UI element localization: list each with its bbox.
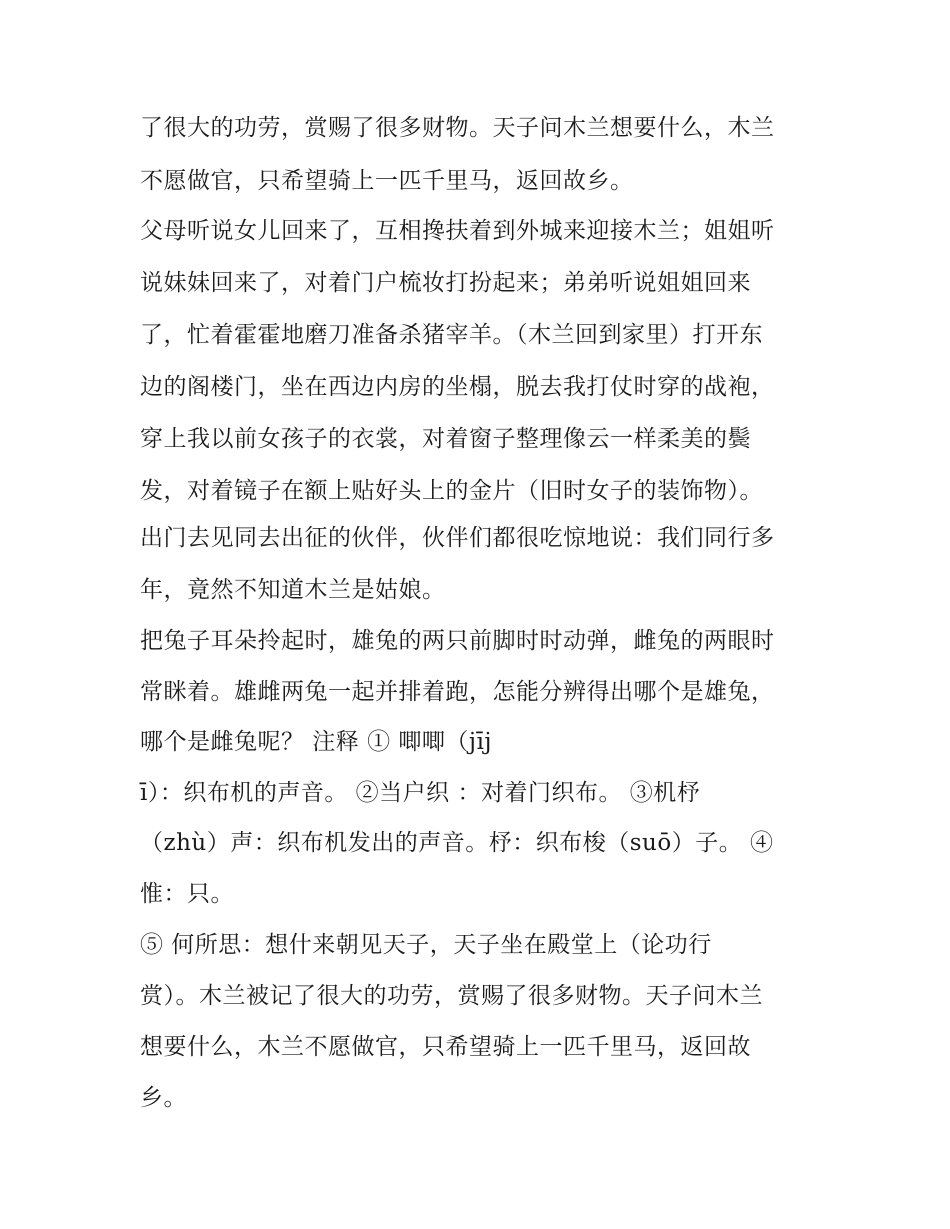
text-line: （zhù）声：织布机发出的声音。杼：织布梭（suō）子。 ④: [140, 830, 774, 856]
text-line: 穿上我以前女孩子的衣裳，对着窗子整理像云一样柔美的鬓: [140, 426, 751, 452]
text-line: 了，忙着霍霍地磨刀准备杀猪宰羊。（木兰回到家里）打开东: [140, 322, 763, 348]
text-line: 把兔子耳朵拎起时，雄兔的两只前脚时时动弹，雌兔的两眼时: [140, 628, 775, 654]
text-line: 想要什么，木兰不愿做官，只希望骑上一匹千里马，返回故: [140, 1034, 751, 1060]
text-line: 不愿做官，只希望骑上一匹千里马，返回故乡。: [140, 168, 634, 194]
text-line: 惟：只。: [140, 881, 234, 907]
text-line: 哪个是雌兔呢？ 注释 ① 唧唧（jīj: [140, 729, 493, 755]
text-line: 边的阁楼门，坐在西边内房的坐榻，脱去我打仗时穿的战袍，: [140, 374, 775, 400]
text-line: 乡。: [140, 1085, 187, 1111]
text-line: 父母听说女儿回来了，互相搀扶着到外城来迎接木兰；姐姐听: [140, 218, 775, 244]
text-line: 说妹妹回来了，对着门户梳妆打扮起来；弟弟听说姐姐回来: [140, 270, 751, 296]
text-line: 了很大的功劳，赏赐了很多财物。天子问木兰想要什么，木兰: [140, 115, 775, 141]
text-line: ⑤ 何所思：想什来朝见天子，天子坐在殿堂上（论功行: [140, 932, 712, 958]
text-line: 出门去见同去出征的伙伴，伙伴们都很吃惊地说：我们同行多: [140, 525, 775, 551]
text-line: 年，竟然不知道木兰是姑娘。: [140, 577, 446, 603]
text-line: 常眯着。雄雌两兔一起并排着跑，怎能分辨得出哪个是雄兔，: [140, 679, 775, 705]
text-line: 发，对着镜子在额上贴好头上的金片（旧时女子的装饰物）。: [140, 478, 763, 504]
text-line: 赏）。木兰被记了很大的功劳，赏赐了很多财物。天子问木兰: [140, 983, 763, 1009]
text-line: ī）：织布机的声音。 ②当户织 ：对着门织布。 ③机杼: [140, 780, 701, 806]
